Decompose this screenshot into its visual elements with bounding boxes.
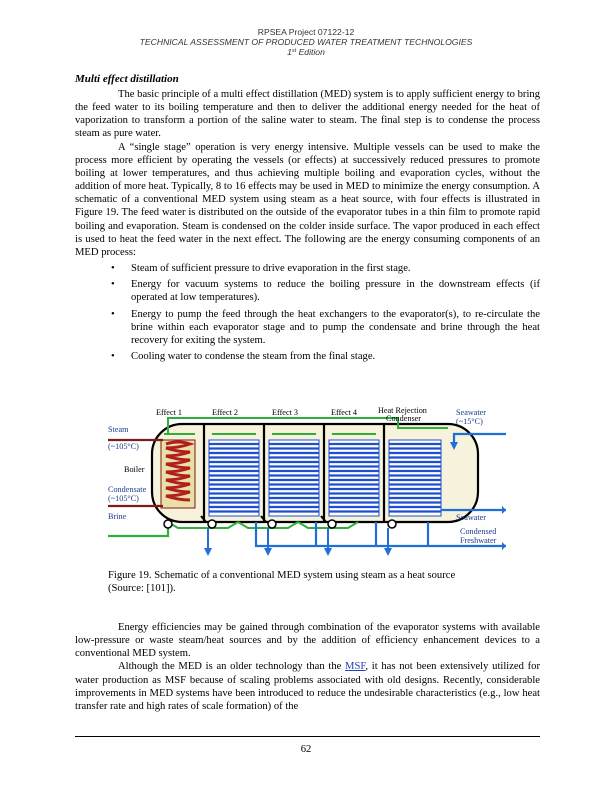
list-item	[75, 278, 540, 304]
list-item-text: Steam of sufficient pressure to drive evaporation in the first stage.	[131, 263, 411, 275]
brine-pipe	[108, 524, 168, 536]
list-item	[75, 308, 540, 347]
tube-bundle-effect-2	[209, 440, 259, 516]
label-effect-3: Effect 3	[272, 408, 298, 417]
edition-number: 1	[287, 47, 292, 57]
paragraph-text: Although the MED is an older technology than the	[118, 661, 346, 673]
figure-caption	[108, 569, 528, 595]
msf-link[interactable]: MSF	[345, 661, 366, 673]
edition-word: Edition	[298, 47, 325, 57]
med-schematic-diagram	[108, 406, 506, 557]
label-steam-temp: (~105°C)	[108, 442, 139, 451]
page-number: 62	[300, 744, 312, 755]
discharge-arrow-icon	[384, 548, 392, 556]
label-condenser: Condenser	[386, 414, 422, 423]
freshwater-outlet-arrow-icon	[502, 542, 506, 550]
bullet-icon: •	[111, 308, 115, 320]
list-item-text: Energy to pump the feed through the heat exchangers to the evaporator(s), to re-circulate the brine within each evaporator stage and to pump the condensate and brine through the heat recovery for exiting the system.	[131, 308, 540, 346]
label-seawater-in-temp: (~15°C)	[456, 417, 483, 426]
label-condensate-temp: (~105°C)	[108, 494, 139, 503]
bullet-icon: •	[111, 279, 115, 291]
med-schematic-figure	[108, 406, 506, 557]
label-seawater-out: Seawater	[456, 513, 487, 522]
paragraph-text: , it has not been extensively utilized for water production as MSF because of scaling problems associated with old designs. Recently, considerable improvements in MED systems have been introduced to reduce the undesirable characteristics (e.g., low heat transfer rate and high rates of scale formation) of the	[75, 661, 540, 712]
paragraph	[75, 660, 540, 713]
list-item-text: Energy for vacuum systems to reduce the boiling pressure in the downstream effects (if operated at low temperatures).	[131, 279, 540, 304]
label-effect-1: Effect 1	[156, 408, 182, 417]
list-item	[75, 262, 540, 275]
seawater-outlet-arrow-icon	[502, 506, 506, 514]
figure-caption-line-2: (Source: [101]).	[108, 583, 176, 595]
footer-rule	[75, 736, 540, 737]
list-item	[75, 350, 540, 363]
label-freshwater: Freshwater	[460, 536, 497, 545]
body-text-top	[75, 88, 540, 366]
figure-caption-line-1: Figure 19. Schematic of a conventional MED system using steam as a heat source	[108, 570, 456, 581]
header-title: TECHNICAL ASSESSMENT OF PRODUCED WATER TREATMENT TECHNOLOGIES	[139, 37, 473, 47]
pump-icon	[164, 520, 172, 528]
tube-bundle-effect-3	[269, 440, 319, 516]
section-heading: Multi effect distillation	[75, 73, 179, 85]
label-boiler: Boiler	[124, 465, 145, 474]
tube-bundle-condenser	[389, 440, 441, 516]
label-brine: Brine	[108, 512, 127, 521]
paragraph: A “single stage” operation is very energy intensive. Multiple vessels can be used to make the process more efficient by operating the vessels (or effects) at successively reduced pressures to promote boiling at lower temperatures, and thus achieving multiple boiling and evaporation cycles, without the addition of more heat. Typically, 8 to 16 effects may be used in MED to minimize the energy consumption. A schematic of a conventional MED system using steam as a heat source, with four effects is illustrated in Figure 19. The feed water is distributed on the outside of the evaporator tubes in a thin film to promote rapid boiling and evaporation. Steam is condensed on the colder inside surface. The vapor produced in each effect is used to heat the feed water in the next effect. The following are the energy consuming components of an MED process:	[75, 141, 540, 258]
edition-superscript: st	[291, 48, 297, 54]
header-edition	[0, 47, 612, 57]
label-heat-rejection: Heat Rejection	[378, 406, 427, 415]
bullet-list	[75, 262, 540, 363]
list-item-text: Cooling water to condense the steam from the final stage.	[131, 350, 376, 362]
bullet-icon: •	[111, 350, 115, 362]
body-text-bottom	[75, 621, 540, 713]
label-seawater-in: Seawater	[456, 408, 487, 417]
label-effect-4: Effect 4	[331, 408, 357, 417]
pump-icon	[328, 520, 336, 528]
header-project: RPSEA Project 07122-12	[257, 27, 355, 37]
pump-icon	[388, 520, 396, 528]
label-condensate: Condensate	[108, 485, 147, 494]
label-condensed: Condensed	[460, 527, 497, 536]
discharge-arrow-icon	[264, 548, 272, 556]
discharge-arrow-icon	[204, 548, 212, 556]
discharge-arrow-icon	[324, 548, 332, 556]
pump-icon	[208, 520, 216, 528]
tube-bundle-effect-4	[329, 440, 379, 516]
bullet-icon: •	[111, 263, 115, 275]
paragraph: Energy efficiencies may be gained through combination of the evaporator systems with available low-pressure or waste steam/heat sources and by the addition of efficiency enhancement devices to a conventional MED system.	[75, 622, 540, 660]
label-steam: Steam	[108, 425, 129, 434]
label-effect-2: Effect 2	[212, 408, 238, 417]
pump-icon	[268, 520, 276, 528]
paragraph: The basic principle of a multi effect distillation (MED) system is to apply sufficient energy to bring the feed water to its boiling temperature and then to deliver the additional energy needed for the heat of vaporization to transform a portion of the saline water to steam. The final step is to condense the process steam as pure water.	[75, 89, 540, 140]
